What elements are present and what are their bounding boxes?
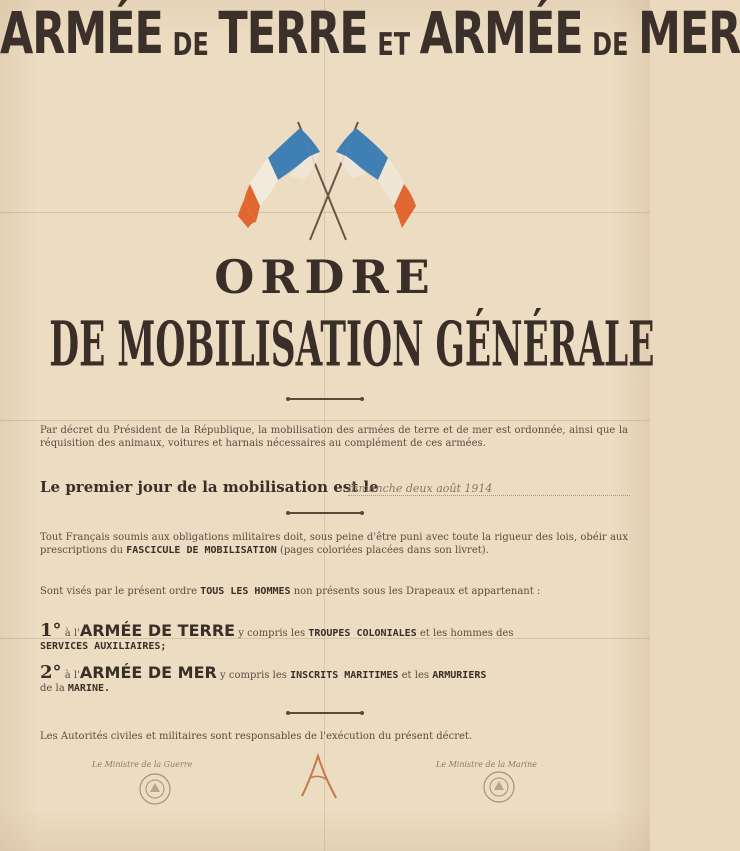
item-text: y compris les xyxy=(220,670,287,681)
item-bold: ARMURIERS xyxy=(432,670,487,681)
header-word: DE xyxy=(172,26,209,63)
title-mobilisation xyxy=(0,308,655,381)
item-text: et les xyxy=(401,670,430,681)
item-prefix: à l' xyxy=(64,670,80,681)
crossed-flags-icon xyxy=(238,118,418,248)
concerned-text: Sont visés par le présent ordre xyxy=(40,586,198,597)
concerned-paragraph xyxy=(40,586,628,599)
title-mobilisation-text: DE MOBILISATION GÉNÉRALE xyxy=(49,308,655,381)
item-number: 1° xyxy=(40,620,62,641)
poster-header xyxy=(0,0,740,68)
ornament-rule xyxy=(288,512,362,514)
obligation-paragraph xyxy=(40,532,628,557)
obligation-bold: FASCICULE DE MOBILISATION xyxy=(126,544,277,556)
concerned-bold: TOUS LES HOMMES xyxy=(200,586,291,597)
item-bold: MARINE. xyxy=(67,683,111,694)
concerned-text: non présents sous les Drapeaux et appartenant : xyxy=(293,586,541,597)
signature-right: Le Ministre de la Marine xyxy=(436,760,537,769)
item-bold: TROUPES COLONIALES xyxy=(308,628,417,639)
item-bold: ARMÉE DE MER xyxy=(79,663,217,682)
header-word: MER xyxy=(638,0,740,68)
header-word: ARMÉE xyxy=(0,0,163,68)
item-text: y compris les xyxy=(238,628,306,639)
obligation-text: Tout Français soumis aux obligations militaires doit, sous peine d'être puni avec toute la rigueur des lois, obéir aux prescriptions du xyxy=(40,532,628,556)
first-day-date: dimanche deux août 1914 xyxy=(348,482,630,496)
item-text: et les hommes des xyxy=(419,628,514,639)
item-bold: INSCRITS MARITIMES xyxy=(290,670,399,681)
seal-icon xyxy=(138,772,172,806)
item-armee-de-mer xyxy=(40,662,630,695)
fold-line xyxy=(0,420,650,421)
header-word: TERRE xyxy=(218,0,368,68)
item-text: de la xyxy=(40,683,65,694)
handwritten-mark-icon xyxy=(296,750,340,804)
closing-paragraph: Les Autorités civiles et militaires sont responsables de l'exécution du présent décret. xyxy=(40,731,473,742)
decree-paragraph: Par décret du Président de la République, la mobilisation des armées de terre et de mer est ordonnée, ainsi que la réquisition des animaux, voitures et harnais nécessaires au complément de ces armées. xyxy=(40,425,628,449)
item-number: 2° xyxy=(40,662,62,683)
header-word: DE xyxy=(592,26,629,63)
first-day-label: Le premier jour de la mobilisation est le xyxy=(40,478,379,496)
seal-icon xyxy=(482,770,516,804)
item-prefix: à l' xyxy=(64,628,80,639)
item-bold: SERVICES AUXILIAIRES; xyxy=(40,641,167,652)
item-bold: ARMÉE DE TERRE xyxy=(79,621,236,640)
signature-left: Le Ministre de la Guerre xyxy=(92,760,193,769)
title-ordre: ORDRE xyxy=(214,250,436,304)
obligation-text: (pages coloriées placées dans son livret). xyxy=(279,544,489,556)
header-word: ARMÉE xyxy=(419,0,583,68)
ornament-rule xyxy=(288,712,362,714)
ornament-rule xyxy=(288,398,362,400)
item-armee-de-terre xyxy=(40,620,630,653)
header-word: ET xyxy=(377,26,411,63)
